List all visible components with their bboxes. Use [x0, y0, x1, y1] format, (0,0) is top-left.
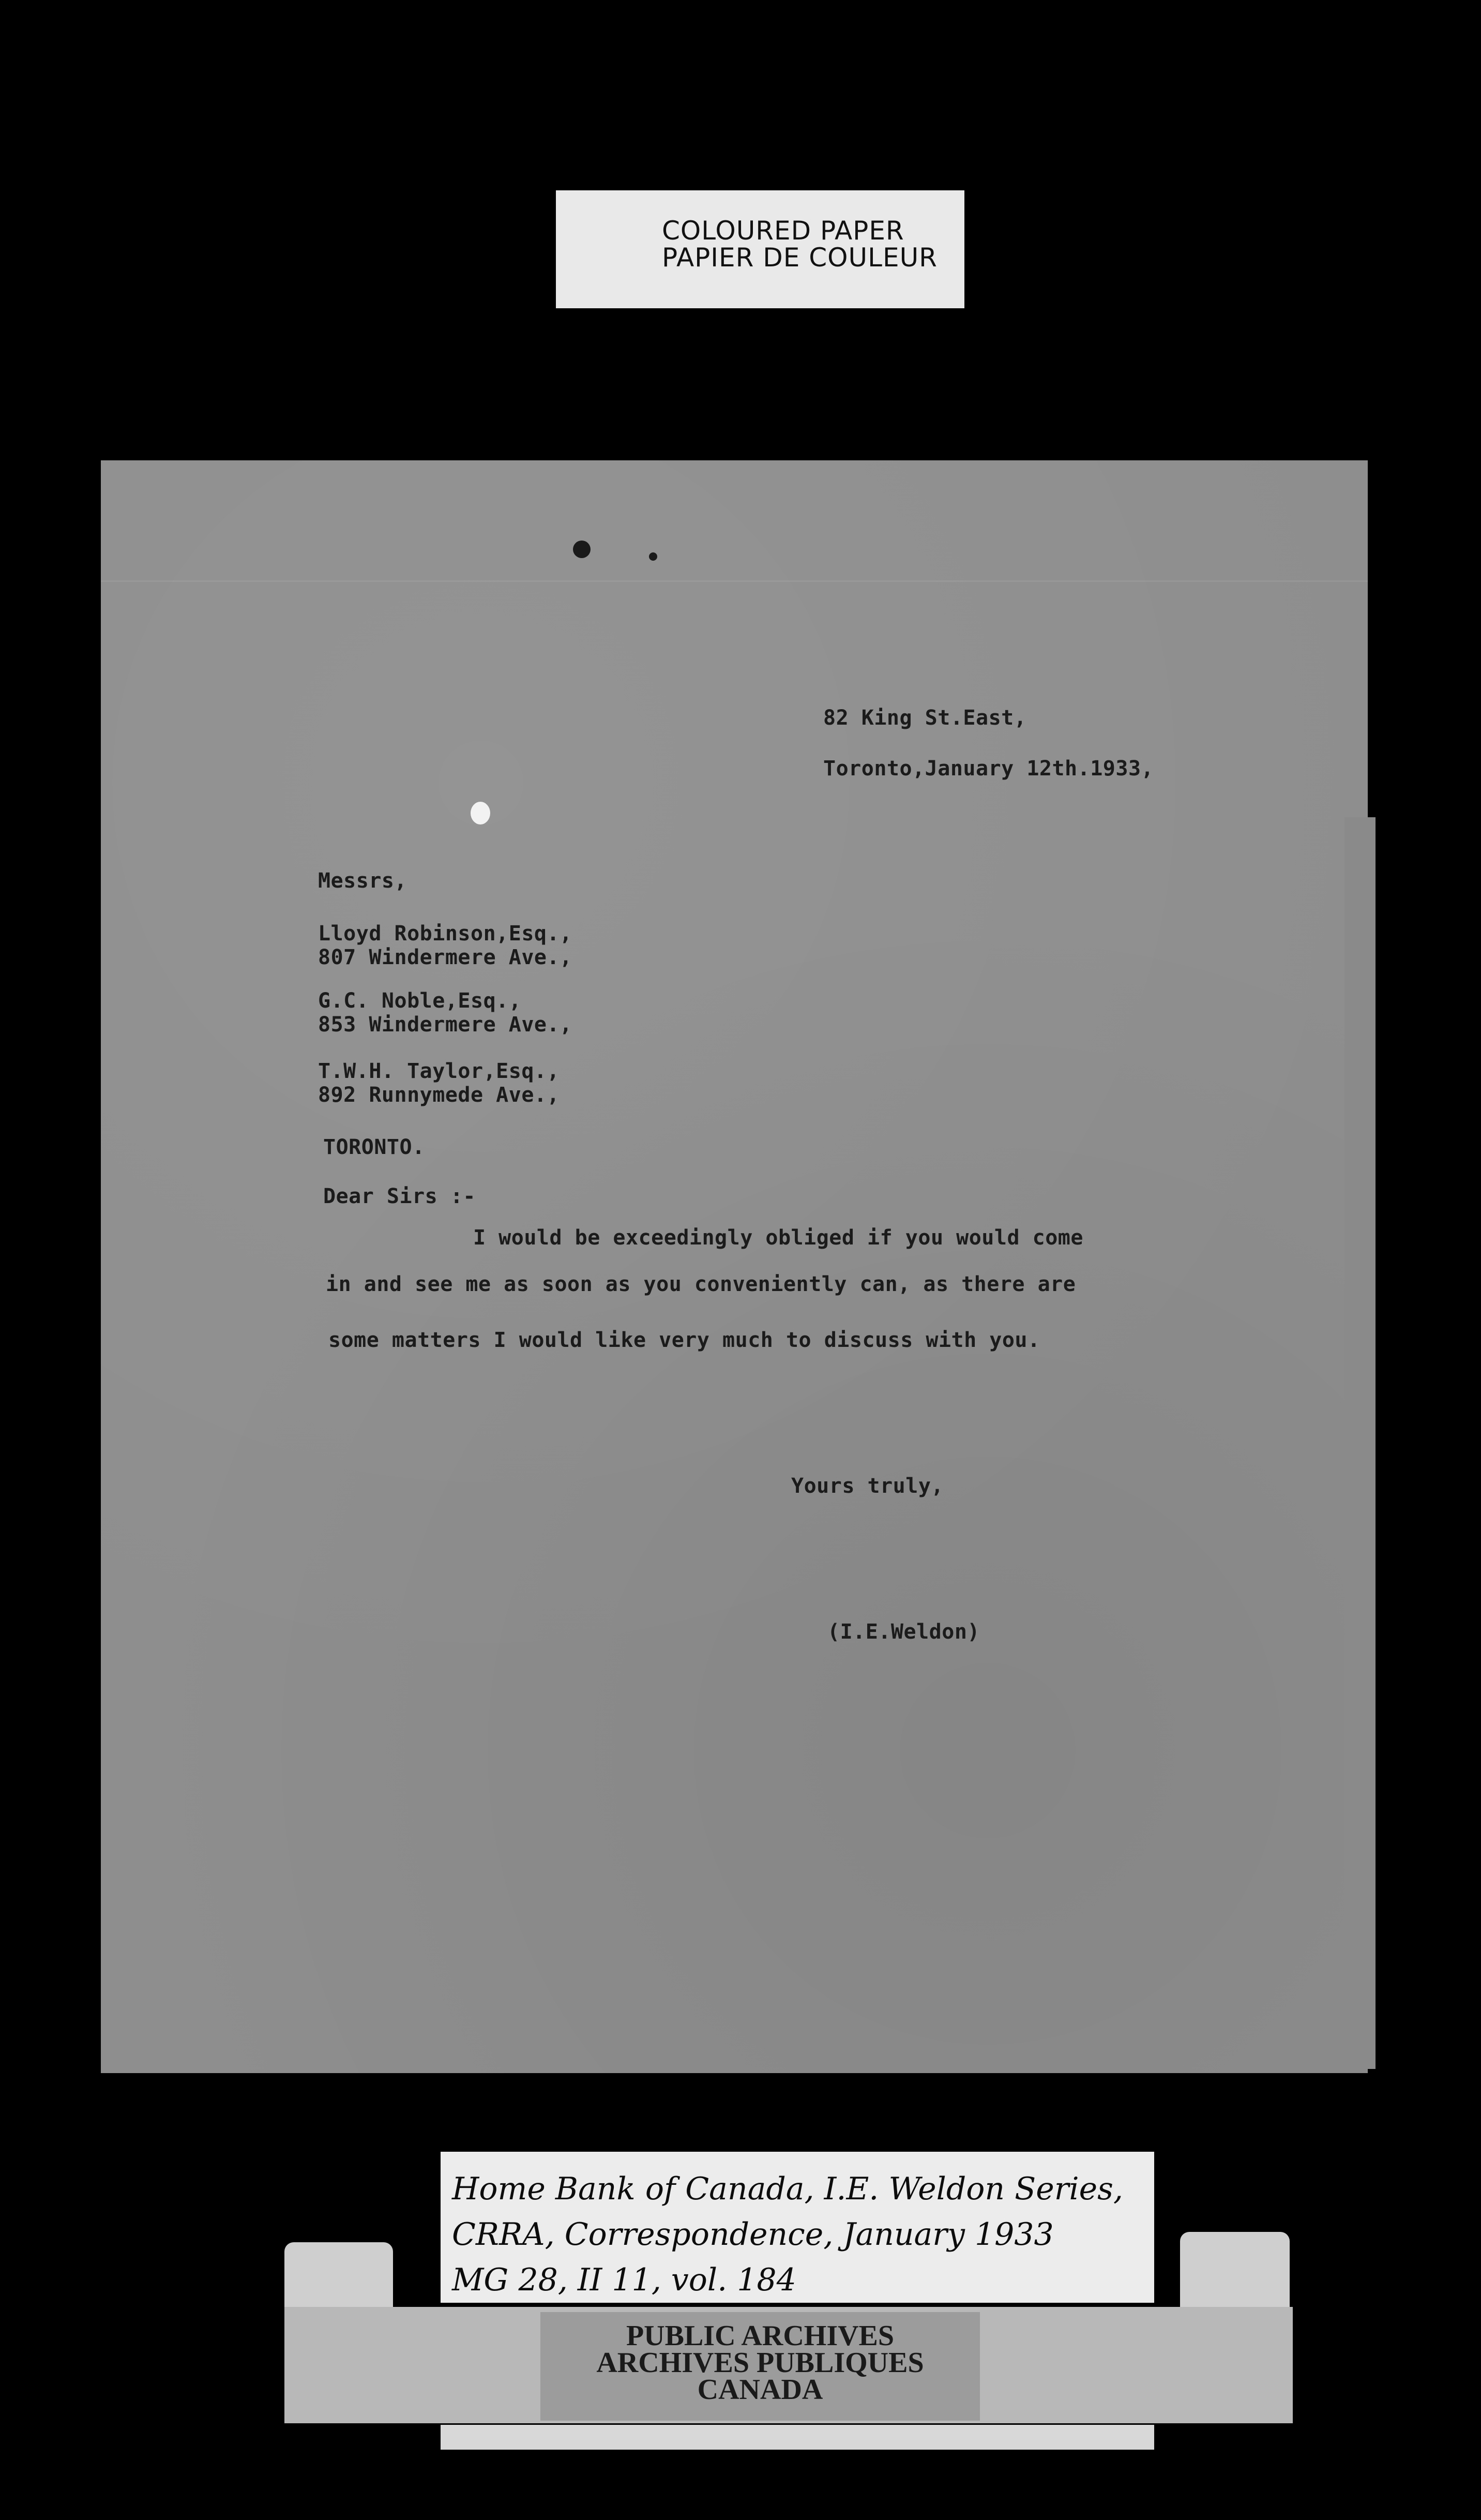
recipient-name: Lloyd Robinson,Esq.,: [318, 922, 572, 946]
paper-spot: [471, 802, 490, 824]
reference-line: Home Bank of Canada, I.E. Weldon Series,: [452, 2171, 1123, 2207]
stamp-line: CANADA: [697, 2374, 823, 2406]
recipient-block: [318, 922, 572, 969]
reference-line: CRRA, Correspondence, January 1933: [452, 2216, 1054, 2253]
body-line: in and see me as soon as you conveniently can, as there are: [326, 1272, 1076, 1296]
stamp-line: PUBLIC ARCHIVES: [626, 2320, 895, 2352]
stamp-base-strip: [441, 2425, 1154, 2450]
label-line-french: PAPIER DE COULEUR: [662, 243, 938, 273]
recipient-block: [318, 989, 572, 1037]
letter-paper: [101, 460, 1368, 2073]
archives-stamp-text: [540, 2320, 980, 2406]
stamp-line: ARCHIVES PUBLIQUES: [596, 2347, 924, 2379]
archive-reference-label: [441, 2152, 1154, 2303]
recipient-name: G.C. Noble,Esq.,: [318, 989, 522, 1013]
body-line: some matters I would like very much to discuss with you.: [328, 1328, 1040, 1352]
ink-mark: [573, 541, 591, 558]
recipient-street: 807 Windermere Ave.,: [318, 946, 572, 969]
recipient-city: TORONTO.: [323, 1135, 425, 1159]
paper-fold-line: [101, 580, 1368, 582]
recipient-street: 892 Runnymede Ave.,: [318, 1083, 560, 1107]
reference-line: MG 28, II 11, vol. 184: [452, 2262, 796, 2298]
closing: Yours truly,: [791, 1474, 944, 1498]
recipient-street: 853 Windermere Ave.,: [318, 1013, 572, 1037]
messrs-heading: Messrs,: [318, 869, 407, 893]
sender-street: 82 King St.East,: [823, 706, 1027, 730]
greeting: Dear Sirs :-: [323, 1184, 476, 1208]
coloured-paper-label: [556, 190, 964, 308]
stamp-holder-tab: [284, 2242, 393, 2309]
letter-date: Toronto,January 12th.1933,: [823, 757, 1154, 781]
body-line: I would be exceedingly obliged if you would come: [473, 1226, 1083, 1250]
recipient-block: [318, 1059, 560, 1107]
paper-torn-edge: [1344, 817, 1376, 2069]
label-line-english: COLOURED PAPER: [662, 216, 904, 246]
stamp-holder-tab: [1180, 2232, 1290, 2309]
signature: (I.E.Weldon): [827, 1620, 980, 1644]
recipient-name: T.W.H. Taylor,Esq.,: [318, 1059, 560, 1083]
ink-dot: [649, 552, 657, 561]
